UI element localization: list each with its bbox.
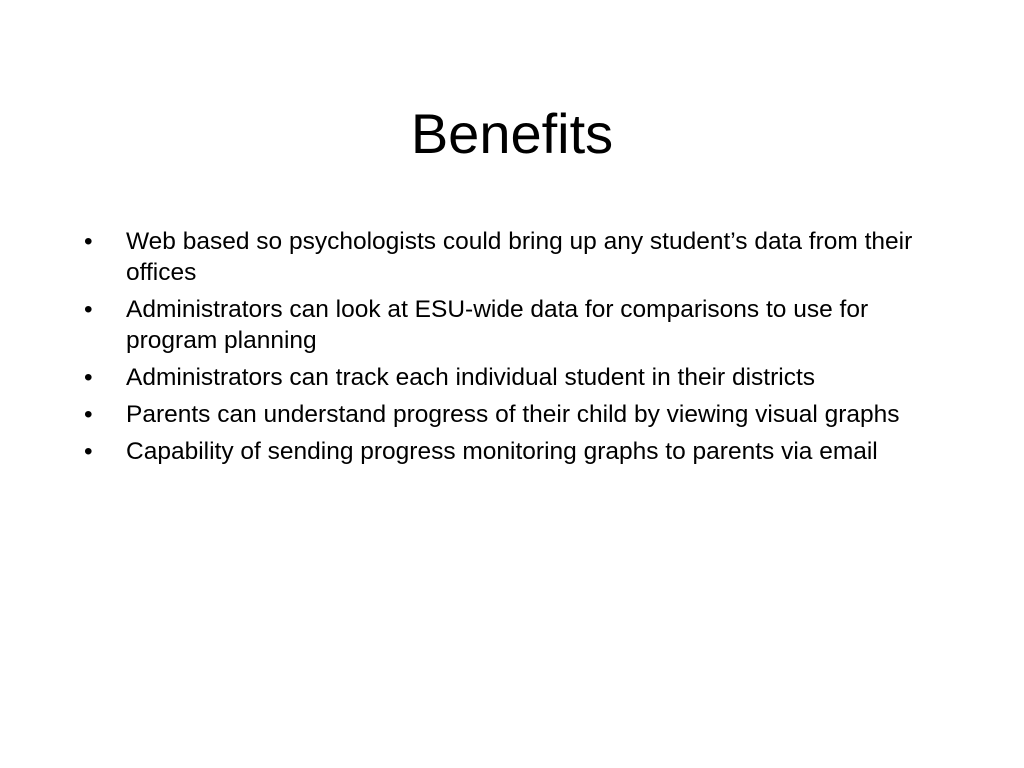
bullet-marker: •	[84, 364, 93, 391]
bullet-text: Capability of sending progress monitoring graphs to parents via email	[126, 438, 878, 465]
bullet-text: Web based so psychologists could bring up any student’s data from their offices	[126, 228, 913, 286]
bullet-text: Administrators can track each individual student in their districts	[126, 364, 816, 391]
bullet-text: Parents can understand progress of their child by viewing visual graphs	[126, 401, 900, 428]
slide-title: Benefits	[410, 102, 614, 165]
bullet-item	[84, 226, 944, 288]
bullet-list	[84, 226, 944, 473]
bullet-item	[84, 294, 944, 356]
bullet-item	[84, 399, 944, 430]
bullet-item	[84, 362, 944, 393]
bullet-marker: •	[84, 438, 93, 465]
bullet-marker: •	[84, 401, 93, 428]
bullet-text: Administrators can look at ESU-wide data for comparisons to use for program planning	[126, 296, 869, 354]
bullet-marker: •	[84, 296, 93, 323]
bullet-item	[84, 436, 944, 467]
bullet-marker: •	[84, 228, 93, 255]
